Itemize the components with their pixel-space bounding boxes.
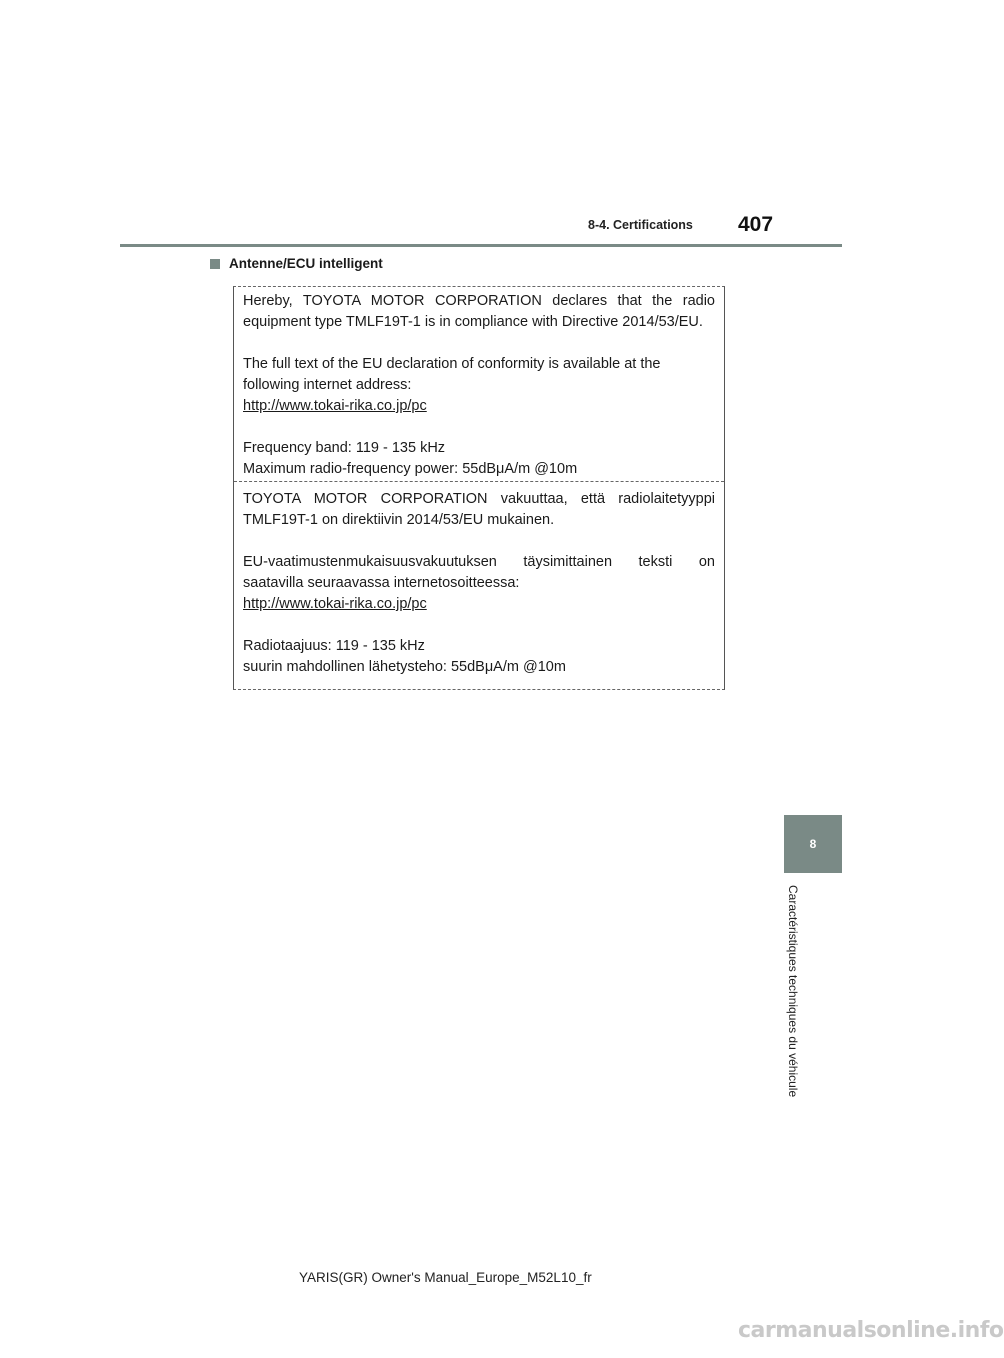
spacer <box>243 417 715 438</box>
cert-fi-line-2: TMLF19T-1 on direktiivin 2014/53/EU mukainen. <box>243 512 555 528</box>
spacer <box>243 615 715 636</box>
section-heading-text: Antenne/ECU intelligent <box>229 256 383 271</box>
page-number: 407 <box>738 213 774 236</box>
header-section-title: 8-4. Certifications <box>588 218 693 232</box>
spacer <box>243 531 715 552</box>
declaration-link-en[interactable]: http://www.tokai-rika.co.jp/pc <box>243 398 427 414</box>
header-rule <box>120 244 842 247</box>
section-heading <box>210 256 383 271</box>
cert-en-line-3: The full text of the EU declaration of conformity is available at the <box>243 356 661 372</box>
watermark: carmanualsonline.info <box>738 1318 1004 1343</box>
cert-fi-line-4: saatavilla seuraavassa internetosoitteessa: <box>243 575 520 591</box>
cert-en-line-4: following internet address: <box>243 377 412 393</box>
chapter-tab: 8 <box>784 815 842 873</box>
footer-manual-id: YARIS(GR) Owner's Manual_Europe_M52L10_fr <box>299 1270 592 1285</box>
cert-fi-line-5: Radiotaajuus: 119 - 135 kHz <box>243 638 425 654</box>
cert-en-link[interactable] <box>243 396 715 417</box>
cert-fi-line-3: EU-vaatimustenmukaisuusvakuutuksen täysimittainen teksti on <box>243 554 715 570</box>
square-bullet-icon <box>210 259 220 269</box>
spacer <box>243 333 715 354</box>
certification-finnish <box>243 489 715 678</box>
cert-en-line-1: Hereby, TOYOTA MOTOR CORPORATION declares that the radio <box>243 293 715 309</box>
cert-fi-link[interactable] <box>243 594 715 615</box>
declaration-link-fi[interactable]: http://www.tokai-rika.co.jp/pc <box>243 596 427 612</box>
cert-en-line-6: Maximum radio-frequency power: 55dBμA/m @10m <box>243 461 578 477</box>
certification-box <box>233 286 725 690</box>
chapter-title: Caractéristiques techniques du véhicule <box>786 885 800 1098</box>
cert-en-line-5: Frequency band: 119 - 135 kHz <box>243 440 446 456</box>
certification-english <box>243 291 715 480</box>
cert-fi-line-6: suurin mahdollinen lähetysteho: 55dBμA/m @10m <box>243 659 566 675</box>
cert-en-line-2: equipment type TMLF19T-1 is in compliance with Directive 2014/53/EU. <box>243 314 703 330</box>
certification-divider <box>234 481 724 482</box>
cert-fi-line-1: TOYOTA MOTOR CORPORATION vakuuttaa, että radiolaitetyyppi <box>243 491 715 507</box>
